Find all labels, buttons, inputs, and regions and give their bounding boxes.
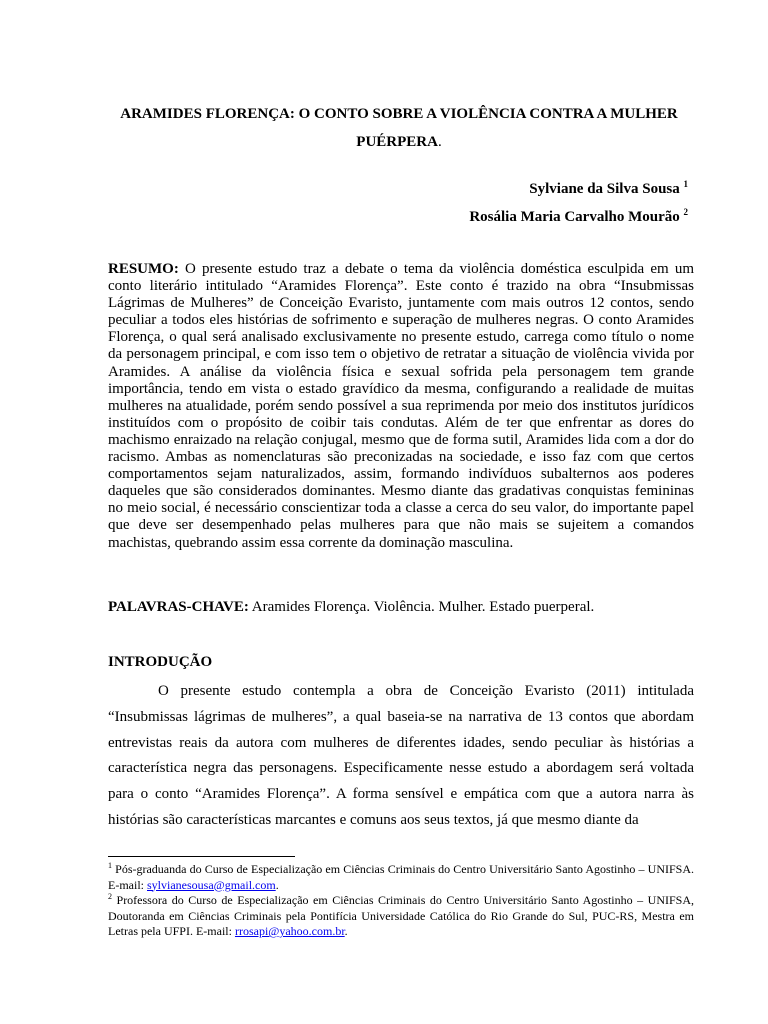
introduction-heading: INTRODUÇÃO <box>108 654 213 670</box>
title-line-2 <box>108 128 690 156</box>
footnote-1-end: . <box>275 877 279 892</box>
abstract-text: O presente estudo traz a debate o tema da violência doméstica esculpida em um conto literário intitulado “Aramides Florença”. Este conto é trazido na obra “Insubmissas Lágrimas de Mulheres” de Conceição Evaristo, juntamente com mais outros 12 contos, sendo peculiar a todos eles histórias de sofrimento e superação de mulheres negras. O conto Aramides Florença, o qual será analisado exclusivamente no presente estudo, carrega como título o nome da personagem principal, e com isso tem o objetivo de retratar a situação de violência vivida por Aramides. A análise da violência física e sexual sofrida pela personagem tem grande importância, tendo em vista o estado gravídico da mesma, configurando a realidade de muitas mulheres na atualidade, porém sendo possível a sua reprimenda por meio dos institutos jurídicos instituídos com o propósito de coibir tais condutas. Além de ter que enfrentar as dores do machismo enraizado na relação conjugal, mesmo que de forma sutil, Aramides lida com a dor do racismo. Ambas as nomenclaturas são preconizadas na sociedade, e isso faz com que certos comportamentos sejam naturalizados, assim, formando indivíduos subalternos aos poderes daqueles que são considerados dominantes. Mesmo diante das gradativas conquistas femininas no meio social, é necessário conscientizar toda a classe a cerca do seu valor, do importante papel que deve ser desempenhado pelas mulheres para que não mais se sujeitem a comandos machistas, quebrando assim essa corrente da dominação masculina. <box>108 261 694 551</box>
title-line-2-text: PUÉRPERA <box>356 134 438 150</box>
keywords <box>108 598 694 616</box>
footnote-1-number: 1 <box>108 861 112 870</box>
footnote-1 <box>108 862 694 893</box>
keywords-text: Aramides Florença. Violência. Mulher. Estado puerperal. <box>251 599 595 615</box>
footnote-2-number: 2 <box>108 892 112 901</box>
footnote-2-email-link[interactable]: rrosapi@yahoo.com.br <box>234 924 345 938</box>
paper-title <box>108 100 690 156</box>
author-2 <box>469 208 688 226</box>
footnote-2-text: Professora do Curso de Especialização em Ciências Criminais do Centro Universitário Santo Agostinho – UNIFSA, Doutoranda em Ciências Criminais pela Pontifícia Universidade Católica do Rio Grande do Sul, PUC-RS, Mestra em Letras pela UFPI. E-mail: <box>108 893 694 938</box>
author-1-footnote-ref[interactable]: 1 <box>683 179 688 189</box>
introduction-body: O presente estudo contempla a obra de Conceição Evaristo (2011) intitulada “Insubmissas lágrimas de mulheres”, a qual baseia-se na narrativa de 13 contos que abordam entrevistas reais da autora com mulheres de diferentes idades, sendo peculiar às histórias a característica negra das personagens. Especificamente nesse estudo a abordagem será voltada para o conto “Aramides Florença”. A forma sensível e empática com que a autora narra às histórias são características marcantes e comuns aos seus textos, já que mesmo diante da <box>108 683 694 828</box>
title-line-1: ARAMIDES FLORENÇA: O CONTO SOBRE A VIOLÊNCIA CONTRA A MULHER <box>120 106 678 122</box>
author-2-name: Rosália Maria Carvalho Mourão <box>469 209 680 225</box>
title-trailing-period: . <box>437 134 442 150</box>
abstract-label: RESUMO: <box>108 261 179 277</box>
author-2-footnote-ref[interactable]: 2 <box>683 207 688 217</box>
footnote-1-text: Pós-graduanda do Curso de Especialização em Ciências Criminais do Centro Universitário Santo Agostinho – UNIFSA. E-mail: <box>108 862 694 892</box>
abstract <box>108 261 694 552</box>
keywords-label: PALAVRAS-CHAVE: <box>108 599 249 615</box>
author-1 <box>529 180 688 198</box>
footnote-separator <box>108 856 295 857</box>
footnote-1-email-link[interactable]: sylvianesousa@gmail.com <box>147 877 276 892</box>
footnote-2 <box>108 893 694 940</box>
footnote-2-end: . <box>344 924 348 938</box>
author-1-name: Sylviane da Silva Sousa <box>529 181 680 197</box>
